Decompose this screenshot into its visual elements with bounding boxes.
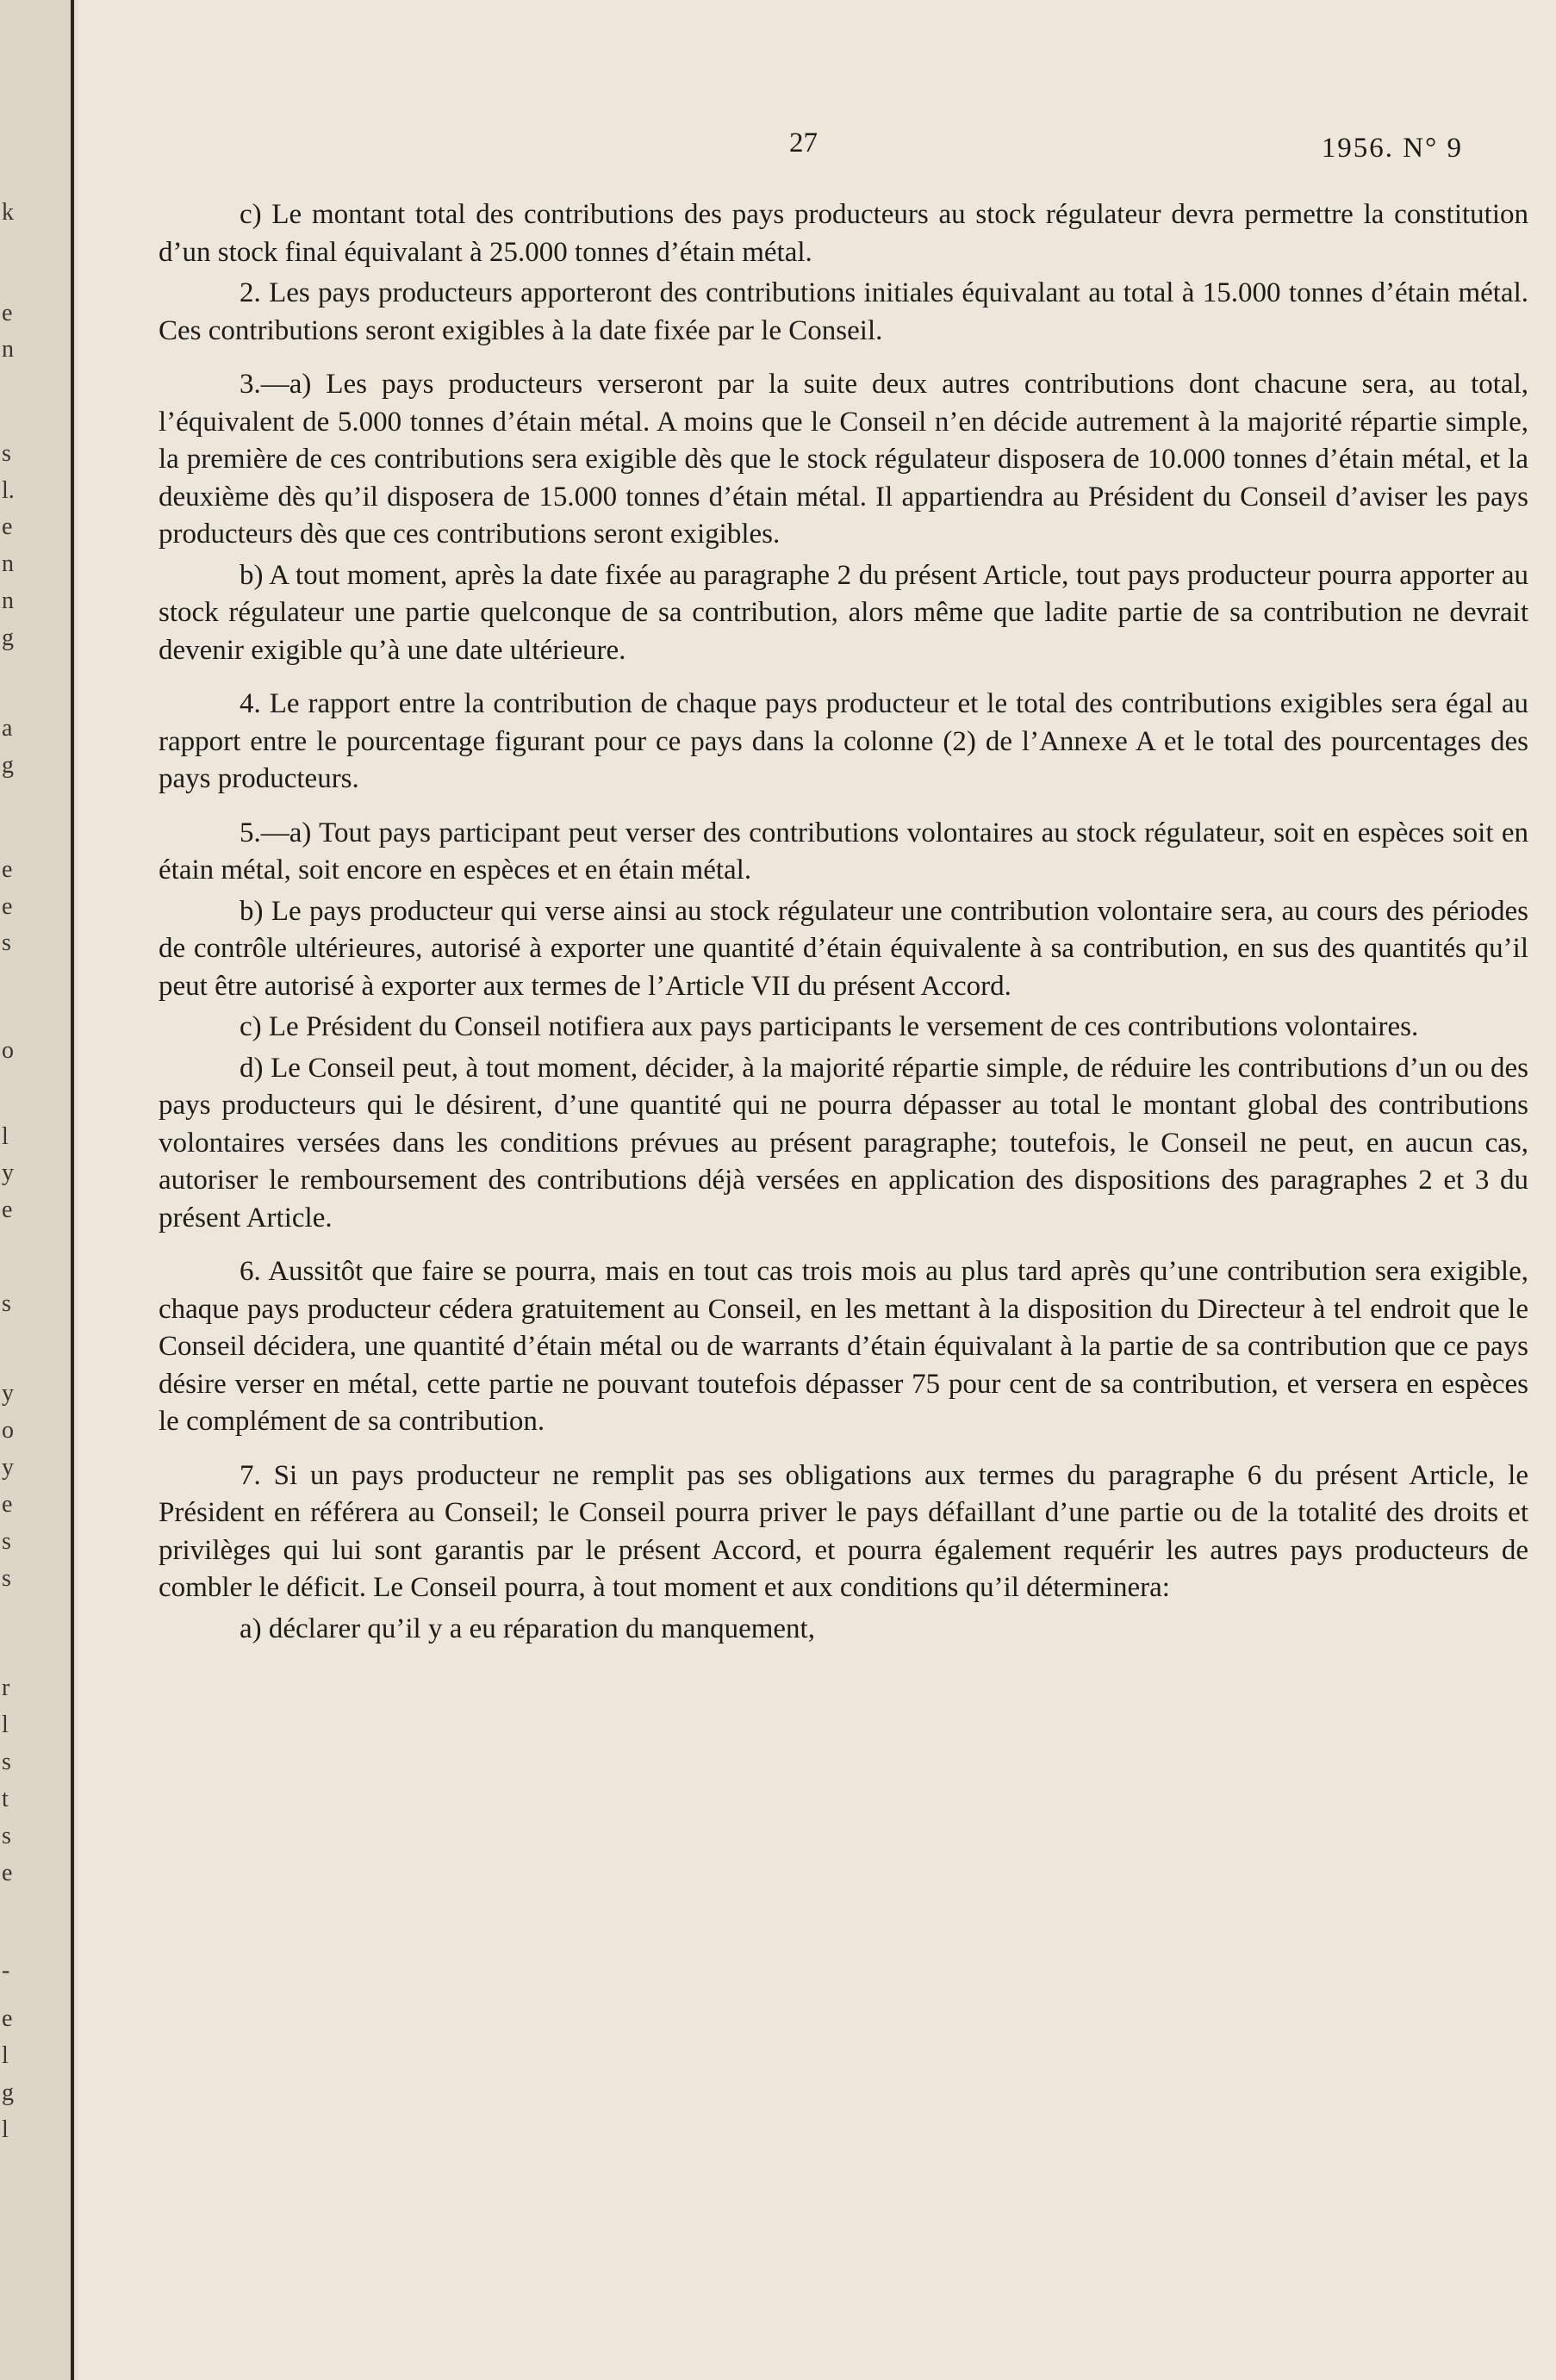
gutter-fragment: t xyxy=(2,1786,9,1812)
gutter-fragment: n xyxy=(2,550,14,577)
gutter-fragment: k xyxy=(2,199,14,226)
page-header xyxy=(78,127,1556,171)
gutter-fragment: n xyxy=(2,336,14,363)
gutter-fragment: e xyxy=(2,856,13,883)
gutter-fragment: s xyxy=(2,1823,11,1849)
gutter-fragment: e xyxy=(2,1196,13,1223)
page-number: 27 xyxy=(789,127,818,158)
gutter-fragment: r xyxy=(2,1675,10,1701)
gutter-fragment: y xyxy=(2,1159,14,1186)
gutter-fragment: a xyxy=(2,715,13,742)
paragraph-1c: c) Le montant total des contributions des pays producteurs au stock régulateur devra permettre la constitution d’un stock final équivalant à 25.000 tonnes d’étain métal. xyxy=(159,199,1528,268)
gutter-fragment: l xyxy=(2,1123,9,1150)
gutter-fragment: s xyxy=(2,1290,11,1317)
gutter-fragment: g xyxy=(2,2079,14,2106)
gutter-fragment: s xyxy=(2,440,11,467)
paragraph-3a: 3.—a) Les pays producteurs verseront par la suite deux autres contributions dont chacune sera, au total, l’équivalent de 5.000 tonnes d’étain métal. A moins que le Conseil n’en décide autrement à la majorité répartie simple, la première de ces contributions sera exigible dès que le stock régulateur disposera de 10.000 tonnes d’étain métal, et la deuxième dès qu’il disposera de 15.000 tonnes d’étain métal. Il appartiendra au Président du Conseil d’aviser les pays producteurs dès que ces contributions seront exigibles. xyxy=(159,369,1528,550)
gutter-fragment: s xyxy=(2,929,11,956)
adjacent-page-margin xyxy=(0,0,74,2380)
article-body xyxy=(159,196,1528,1648)
paragraph-5b: b) Le pays producteur qui verse ainsi au stock régulateur une contribution volontaire sera, au cours des périodes de contrôle ultérieures, autorisé à exporter une quantité d’étain équivalente à sa contribution, en sus des quantités qu’il peut être autorisé à exporter aux termes de l’Article VII du présent Accord. xyxy=(159,895,1528,1002)
paragraph-7a: a) déclarer qu’il y a eu réparation du manquement, xyxy=(240,1613,815,1644)
paragraph-3b: b) A tout moment, après la date fixée au paragraphe 2 du présent Article, tout pays producteur pourra apporter au stock régulateur une partie quelconque de sa contribution, alors même que ladite partie de sa contribution ne devrait devenir exigible qu’à une date ultérieure. xyxy=(159,559,1528,666)
paragraph-4: 4. Le rapport entre la contribution de chaque pays producteur et le total des contributions exigibles sera égal au rapport entre le pourcentage figurant pour ce pays dans la colonne (2) de l’Annexe A et le total des pourcentages des pays producteurs. xyxy=(159,688,1528,794)
gutter-fragment: g xyxy=(2,752,14,779)
gutter-fragment: o xyxy=(2,1417,14,1444)
paragraph-6: 6. Aussitôt que faire se pourra, mais en tout cas trois mois au plus tard après qu’une contribution sera exigible, chaque pays producteur cédera gratuitement au Conseil, en les mettant à la disposition du Directeur à tel endroit que le Conseil décidera, une quantité d’étain métal ou de warrants d’étain équivalant à la partie de sa contribution que ce pays désire verser en métal, cette partie ne pouvant toutefois dépasser 75 pour cent de sa contribution, et versera en espèces le complément de sa contribution. xyxy=(159,1256,1528,1437)
gutter-fragment: l. xyxy=(2,477,15,504)
gutter-fragment: s xyxy=(2,1749,11,1775)
gutter-fragment: o xyxy=(2,1037,14,1064)
gutter-fragment: y xyxy=(2,1454,14,1481)
gutter-fragment: e xyxy=(2,1491,13,1518)
gutter-fragment: y xyxy=(2,1380,14,1407)
paragraph-7: 7. Si un pays producteur ne remplit pas ses obligations aux termes du paragraphe 6 du présent Article, le Président en référera au Conseil; le Conseil pourra priver le pays défaillant d’une partie ou de la totalité des droits et privilèges qui lui sont garantis par le présent Accord, et pourra également requérir les autres pays producteurs de combler le déficit. Le Conseil pourra, à tout moment et aux conditions qu’il déterminera: xyxy=(159,1459,1528,1603)
gutter-fragment: e xyxy=(2,513,13,540)
gutter-fragment: g xyxy=(2,625,14,651)
gutter-fragment: l xyxy=(2,2116,9,2143)
gutter-fragment: e xyxy=(2,893,13,920)
gutter-fragment: n xyxy=(2,587,14,614)
document-reference: 1956. N° 9 xyxy=(1321,133,1463,164)
paragraph-5a: 5.—a) Tout pays participant peut verser des contributions volontaires au stock régulateur, soit en espèces soit en étain métal, soit encore en espèces et en étain métal. xyxy=(159,817,1528,886)
gutter-fragment: l xyxy=(2,1712,9,1738)
paragraph-5c: c) Le Président du Conseil notifiera aux pays participants le versement de ces contributions volontaires. xyxy=(240,1011,1419,1042)
gutter-fragment: e xyxy=(2,1860,13,1886)
gutter-fragment: l xyxy=(2,2042,9,2069)
gutter-fragment: s xyxy=(2,1528,11,1555)
document-page xyxy=(78,0,1556,2380)
gutter-fragment: e xyxy=(2,2005,13,2032)
paragraph-2: 2. Les pays producteurs apporteront des contributions initiales équivalant au total à 15.000 tonnes d’étain métal. Ces contributions seront exigibles à la date fixée par le Conseil. xyxy=(159,277,1528,346)
gutter-fragment: s xyxy=(2,1565,11,1592)
paragraph-5d: d) Le Conseil peut, à tout moment, décider, à la majorité répartie simple, de réduire les contributions d’un ou des pays producteurs qui le désirent, d’une quantité qui ne pourra dépasser au total le montant global des contributions volontaires versées dans les conditions prévues au présent paragraphe; toutefois, le Conseil ne peut, en aucun cas, autoriser le remboursement des contributions déjà versées en application des dispositions des paragraphes 2 et 3 du présent Article. xyxy=(159,1052,1528,1233)
gutter-fragment: - xyxy=(2,1957,10,1984)
gutter-fragment: e xyxy=(2,300,13,326)
